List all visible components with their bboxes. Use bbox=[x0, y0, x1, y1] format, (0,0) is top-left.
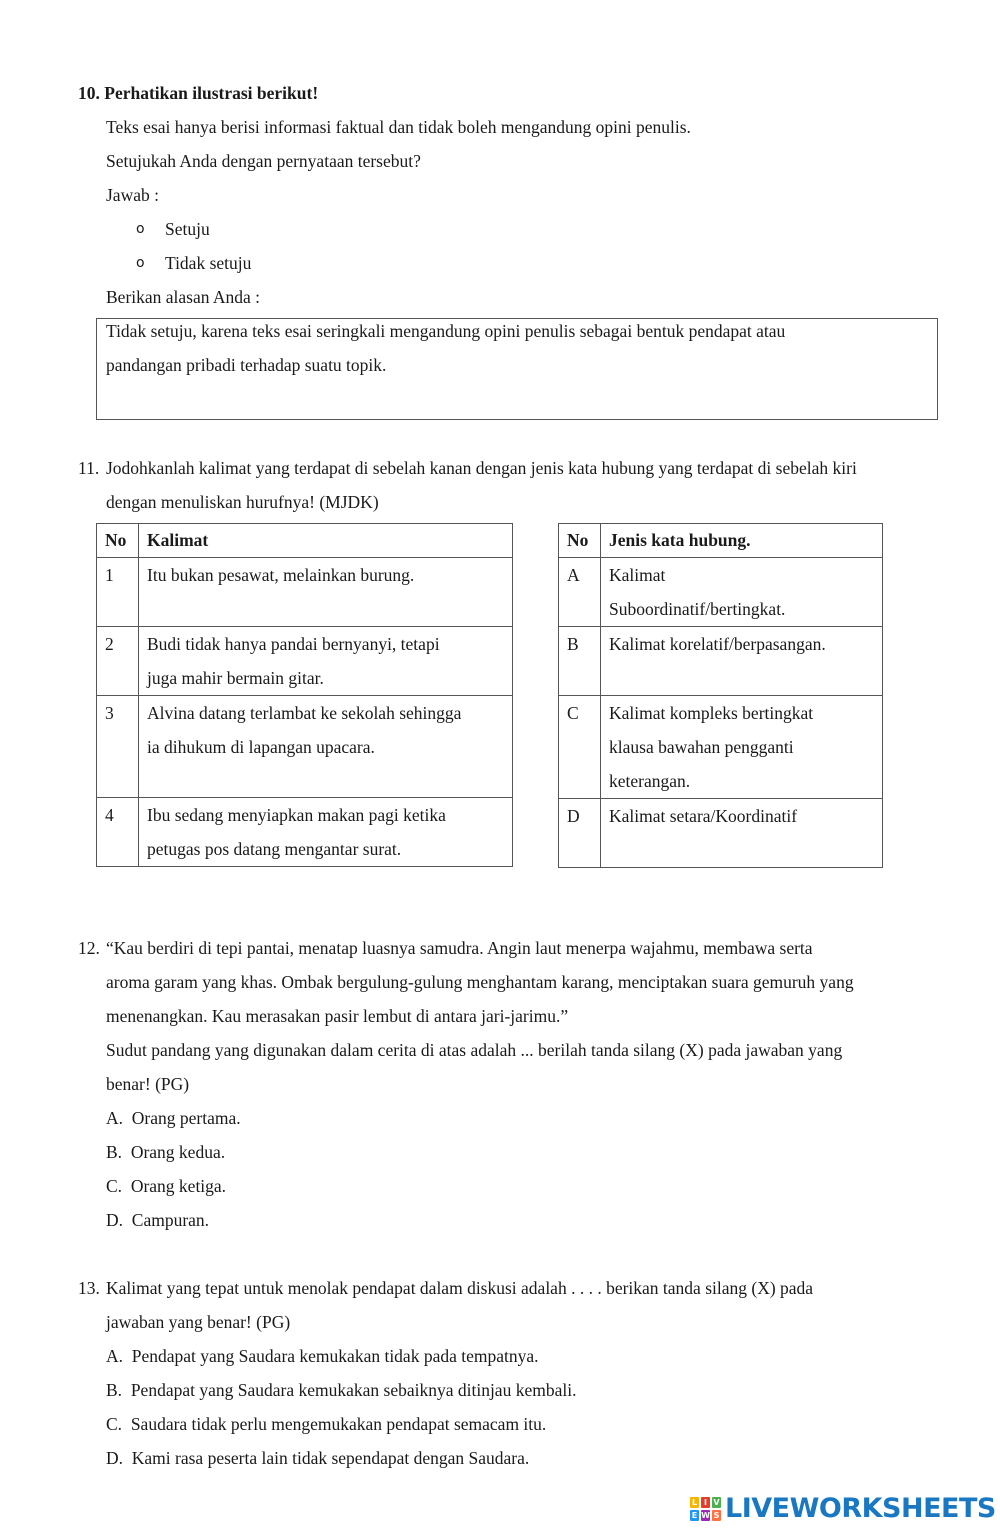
q10-question: Setujukah Anda dengan pernyataan tersebut? bbox=[106, 151, 421, 171]
q10-answer-line: Tidak setuju, karena teks esai seringkali mengandung opini penulis sebagai bentuk pendapat atau bbox=[106, 321, 786, 341]
q12-line: “Kau berdiri di tepi pantai, menatap luasnya samudra. Angin laut menerpa wajahmu, membawa serta bbox=[106, 938, 813, 958]
table-header: No bbox=[97, 524, 139, 558]
q10-option-disagree[interactable]: Tidak setuju bbox=[165, 253, 252, 273]
table-row bbox=[559, 696, 883, 799]
liveworksheets-logo bbox=[690, 1494, 996, 1524]
q12-line: benar! (PG) bbox=[106, 1074, 190, 1094]
q10-title: 10. Perhatikan ilustrasi berikut! bbox=[78, 83, 319, 103]
row-sentence: Itu bukan pesawat, melainkan burung. bbox=[139, 558, 513, 627]
row-number: 4 bbox=[97, 798, 139, 867]
row-letter: A bbox=[559, 558, 601, 627]
q11-line: Jodohkanlah kalimat yang terdapat di sebelah kanan dengan jenis kata hubung yang terdapat di sebelah kiri bbox=[106, 458, 857, 478]
q13-option-c[interactable]: C. Saudara tidak perlu mengemukakan pendapat semacam itu. bbox=[106, 1414, 547, 1434]
row-sentence: Alvina datang terlambat ke sekolah sehingga ia dihukum di lapangan upacara. bbox=[139, 696, 513, 798]
table-row bbox=[97, 627, 513, 696]
liveworksheets-logo-mark-icon: L I V E W S bbox=[691, 1498, 720, 1520]
row-letter: B bbox=[559, 627, 601, 696]
q13-option-a[interactable]: A. Pendapat yang Saudara kemukakan tidak pada tempatnya. bbox=[106, 1346, 539, 1366]
table-row bbox=[559, 558, 883, 627]
q11-right-table bbox=[558, 523, 883, 868]
q13-option-b[interactable]: B. Pendapat yang Saudara kemukakan sebaiknya ditinjau kembali. bbox=[106, 1380, 577, 1400]
row-number: 3 bbox=[97, 696, 139, 798]
table-row bbox=[559, 627, 883, 696]
q11-left-table bbox=[96, 523, 513, 867]
table-row bbox=[97, 696, 513, 798]
q11-line: dengan menuliskan hurufnya! (MJDK) bbox=[106, 492, 379, 512]
q10-reason-label: Berikan alasan Anda : bbox=[106, 287, 261, 307]
q10-statement: Teks esai hanya berisi informasi faktual dan tidak boleh mengandung opini penulis. bbox=[106, 117, 691, 137]
table-header: Kalimat bbox=[139, 524, 513, 558]
row-letter: D bbox=[559, 799, 601, 868]
row-number: 2 bbox=[97, 627, 139, 696]
q13-number: 13. bbox=[78, 1278, 100, 1298]
q12-line: Sudut pandang yang digunakan dalam cerita di atas adalah ... berilah tanda silang (X) pada jawaban yang bbox=[106, 1040, 843, 1060]
row-number: 1 bbox=[97, 558, 139, 627]
table-row bbox=[97, 558, 513, 627]
q12-line: aroma garam yang khas. Ombak bergulung-gulung menghantam karang, menciptakan suara gemuruh yang bbox=[106, 972, 854, 992]
radio-bullet-icon[interactable]: o bbox=[136, 255, 145, 271]
row-conjunction-type: Kalimat Suboordinatif/bertingkat. bbox=[601, 558, 883, 627]
q12-option-d[interactable]: D. Campuran. bbox=[106, 1210, 210, 1230]
q12-option-a[interactable]: A. Orang pertama. bbox=[106, 1108, 241, 1128]
q12-line: menenangkan. Kau merasakan pasir lembut di antara jari-jarimu.” bbox=[106, 1006, 569, 1026]
q13-option-d[interactable]: D. Kami rasa peserta lain tidak sependapat dengan Saudara. bbox=[106, 1448, 530, 1468]
q11-number: 11. bbox=[78, 458, 100, 478]
q10-option-agree[interactable]: Setuju bbox=[165, 219, 210, 239]
q12-option-c[interactable]: C. Orang ketiga. bbox=[106, 1176, 227, 1196]
q12-number: 12. bbox=[78, 938, 100, 958]
q10-answer-label: Jawab : bbox=[106, 185, 159, 205]
table-header: Jenis kata hubung. bbox=[601, 524, 883, 558]
row-sentence: Budi tidak hanya pandai bernyanyi, tetapi juga mahir bermain gitar. bbox=[139, 627, 513, 696]
table-row bbox=[97, 798, 513, 867]
radio-bullet-icon[interactable]: o bbox=[136, 221, 145, 237]
row-letter: C bbox=[559, 696, 601, 799]
q10-answer-line: pandangan pribadi terhadap suatu topik. bbox=[106, 355, 387, 375]
logo-text: LIVEWORKSHEETS bbox=[725, 1493, 996, 1524]
row-conjunction-type: Kalimat setara/Koordinatif bbox=[601, 799, 883, 868]
q13-line: jawaban yang benar! (PG) bbox=[106, 1312, 291, 1332]
row-conjunction-type: Kalimat korelatif/berpasangan. bbox=[601, 627, 883, 696]
row-conjunction-type: Kalimat kompleks bertingkat klausa bawahan pengganti keterangan. bbox=[601, 696, 883, 799]
q13-line: Kalimat yang tepat untuk menolak pendapat dalam diskusi adalah . . . . berikan tanda silang (X) pada bbox=[106, 1278, 814, 1298]
q12-option-b[interactable]: B. Orang kedua. bbox=[106, 1142, 226, 1162]
row-sentence: Ibu sedang menyiapkan makan pagi ketika petugas pos datang mengantar surat. bbox=[139, 798, 513, 867]
table-header: No bbox=[559, 524, 601, 558]
table-row bbox=[559, 799, 883, 868]
